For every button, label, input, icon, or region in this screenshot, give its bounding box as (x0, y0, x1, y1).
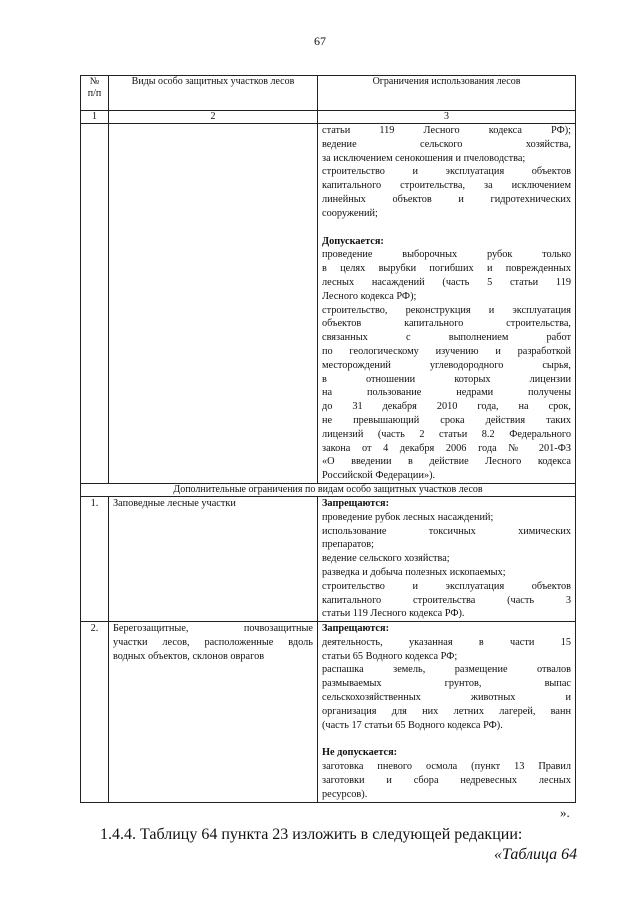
restriction-line: размываемых грунтов, выпас (322, 678, 571, 690)
restriction-line: строительство и эксплуатация объектов (322, 166, 571, 178)
table-header-row (81, 76, 576, 111)
row-type-line: водных объектов, склонов оврагов (113, 650, 265, 662)
closing-quote: ». (560, 805, 570, 820)
additional-restrictions-header: Дополнительные ограничения по видам особо защитных участков лесов (81, 483, 576, 496)
restriction-line: в отношении которых лицензии (322, 373, 571, 385)
not-allowed-heading: Не допускается: (322, 747, 398, 759)
restriction-line: не превышающий срока действия таких (322, 414, 571, 426)
restriction-line: распашка земель, размещение отвалов (322, 664, 571, 676)
restriction-line: за исключением сенокошения и пчеловодства; (322, 152, 526, 164)
restriction-line: «О введении в действие Лесного кодекса (322, 456, 571, 468)
restriction-line: строительство и эксплуатация объектов (322, 580, 571, 592)
table-row (81, 622, 576, 803)
restriction-line: Российской Федерации»). (322, 470, 436, 482)
restriction-line: деятельность, указанная в части 15 (322, 636, 571, 648)
column-index-row (81, 111, 576, 124)
restriction-line: ведение сельского хозяйства, (322, 138, 571, 150)
restriction-line: по геологическому изучению и разработкой (322, 345, 571, 357)
restriction-line: заготовка пневого осмола (пункт 13 Правил (322, 761, 571, 773)
restriction-line: сельскохозяйственных животных и (322, 692, 571, 704)
restriction-line: на пользование недрами получены (322, 387, 571, 399)
col-index-3: 3 (318, 111, 576, 124)
restriction-line: использование токсичных химических (322, 525, 571, 537)
restriction-line: в целях вырубки погибших и поврежденных (322, 263, 571, 275)
restriction-line: лесных насаждений (часть 5 статьи 119 (322, 276, 571, 288)
restriction-line: Лесного кодекса РФ); (322, 290, 417, 302)
restriction-line: статьи 119 Лесного кодекса РФ). (322, 608, 465, 620)
restriction-line: ведение сельского хозяйства; (322, 553, 450, 565)
col-index-2: 2 (109, 111, 318, 124)
restriction-line: объектов капитального строительства, (322, 318, 571, 330)
continuation-type-cell (109, 124, 318, 484)
restriction-line: проведение выборочных рубок только (322, 249, 571, 261)
restriction-line: организация для них летних лагерей, ванн (322, 705, 571, 717)
restriction-line: строительство, реконструкция и эксплуатация (322, 304, 571, 316)
row-type-cell (109, 622, 318, 803)
row-type-line: участки лесов, расположенные вдоль (113, 636, 313, 648)
page-number: 67 (314, 34, 326, 48)
row-number: 2. (81, 622, 109, 803)
restriction-line: препаратов; (322, 539, 374, 551)
header-num: № п/п (81, 76, 109, 111)
restriction-line: до 31 декабря 2010 года, на срок, (322, 401, 571, 413)
prohibited-heading: Запрещаются: (322, 497, 390, 509)
restriction-line: сооружений; (322, 207, 378, 219)
row-restrictions-cell (318, 622, 576, 803)
restriction-line: капитального строительства, за исключением (322, 180, 571, 192)
instruction-text: 1.4.4. Таблицу 64 пункта 23 изложить в следующей редакции: (100, 826, 523, 843)
prohibited-heading: Запрещаются: (322, 623, 390, 635)
row-restrictions-cell (318, 496, 576, 621)
restriction-line: разведка и добыча полезных ископаемых; (322, 566, 506, 578)
restriction-line: закона от 4 декабря 2006 года № 201-ФЗ (322, 442, 571, 454)
restriction-line: капитального строительства (часть 3 (322, 594, 571, 606)
continuation-row (81, 124, 576, 484)
restriction-line: статьи 65 Водного кодекса РФ; (322, 650, 458, 662)
restriction-line: линейных объектов и гидротехнических (322, 193, 571, 205)
header-restrictions: Ограничения использования лесов (318, 76, 576, 111)
table-row (81, 496, 576, 621)
col-index-1: 1 (81, 111, 109, 124)
header-types: Виды особо защитных участков лесов (109, 76, 318, 111)
restriction-line: лицензий (часть 2 статьи 8.2 Федерального (322, 428, 571, 440)
row-number: 1. (81, 496, 109, 621)
row-type-line: Заповедные лесные участки (113, 497, 236, 509)
restriction-line: ресурсов). (322, 788, 368, 800)
next-table-label: «Таблица 64 (494, 846, 578, 863)
additional-restrictions-header-row (81, 483, 576, 496)
restriction-line: статьи 119 Лесного кодекса РФ); (322, 125, 571, 136)
restriction-line: (часть 17 статьи 65 Водного кодекса РФ). (322, 719, 503, 731)
continuation-restrictions-cell (318, 124, 576, 484)
restriction-line: связанных с выполнением работ (322, 332, 571, 344)
forest-restrictions-table (80, 75, 576, 803)
restriction-line: заготовки и сбора недревесных лесных (322, 775, 571, 787)
row-type-line: Берегозащитные, почвозащитные (113, 623, 313, 635)
allowed-heading: Допускается: (322, 235, 384, 247)
continuation-num-cell (81, 124, 109, 484)
row-type-cell (109, 496, 318, 621)
restriction-line: проведение рубок лесных насаждений; (322, 511, 494, 523)
restriction-line: месторождений углеводородного сырья, (322, 359, 571, 371)
